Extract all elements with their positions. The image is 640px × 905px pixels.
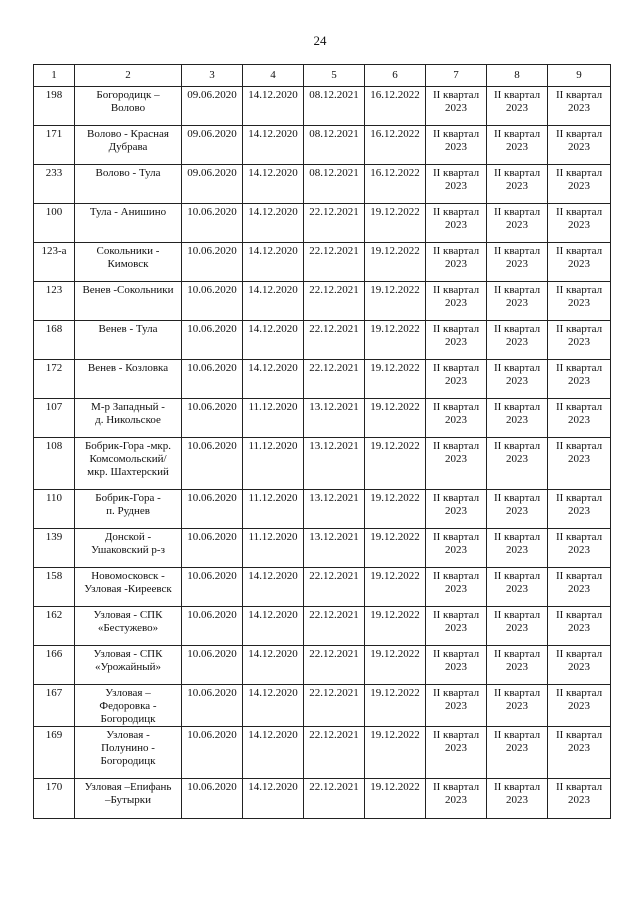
table-body [34, 87, 611, 819]
date-col-5-cell: 22.12.2021 [304, 360, 365, 399]
quarter-col-8-cell: II квартал 2023 [487, 321, 548, 360]
quarter-col-7-cell: II квартал 2023 [426, 438, 487, 490]
date-col-4-cell: 14.12.2020 [243, 685, 304, 727]
date-col-3-cell: 10.06.2020 [182, 243, 243, 282]
date-col-6-cell: 19.12.2022 [365, 779, 426, 819]
date-col-5-cell: 13.12.2021 [304, 490, 365, 529]
date-col-4-cell: 11.12.2020 [243, 399, 304, 438]
quarter-col-7-cell: II квартал 2023 [426, 646, 487, 685]
date-col-5-cell: 22.12.2021 [304, 282, 365, 321]
route-name-cell: Новомосковск - Узловая -Киреевск [75, 568, 182, 607]
header-cell: 4 [243, 65, 304, 87]
date-col-4-cell: 14.12.2020 [243, 727, 304, 779]
date-col-3-cell: 10.06.2020 [182, 529, 243, 568]
route-name-cell: Тула - Анишино [75, 204, 182, 243]
date-col-5-cell: 08.12.2021 [304, 165, 365, 204]
route-number-cell: 233 [34, 165, 75, 204]
route-number-cell: 158 [34, 568, 75, 607]
quarter-col-7-cell: II квартал 2023 [426, 165, 487, 204]
table-row [34, 399, 611, 438]
date-col-4-cell: 14.12.2020 [243, 321, 304, 360]
date-col-5-cell: 22.12.2021 [304, 568, 365, 607]
page-number: 24 [313, 33, 327, 48]
route-name-cell: Венев - Козловка [75, 360, 182, 399]
route-name-cell: Венев -Сокольники [75, 282, 182, 321]
header-cell: 8 [487, 65, 548, 87]
date-col-3-cell: 10.06.2020 [182, 727, 243, 779]
date-col-3-cell: 10.06.2020 [182, 282, 243, 321]
date-col-3-cell: 10.06.2020 [182, 204, 243, 243]
date-col-5-cell: 13.12.2021 [304, 529, 365, 568]
quarter-col-8-cell: II квартал 2023 [487, 126, 548, 165]
date-col-6-cell: 19.12.2022 [365, 360, 426, 399]
date-col-5-cell: 08.12.2021 [304, 87, 365, 126]
route-number-cell: 198 [34, 87, 75, 126]
route-number-cell: 123-а [34, 243, 75, 282]
table-row [34, 607, 611, 646]
date-col-5-cell: 22.12.2021 [304, 646, 365, 685]
quarter-col-8-cell: II квартал 2023 [487, 568, 548, 607]
date-col-3-cell: 09.06.2020 [182, 165, 243, 204]
route-name-cell: Волово - Тула [75, 165, 182, 204]
header-cell: 9 [548, 65, 611, 87]
quarter-col-7-cell: II квартал 2023 [426, 126, 487, 165]
quarter-col-8-cell: II квартал 2023 [487, 360, 548, 399]
quarter-col-8-cell: II квартал 2023 [487, 685, 548, 727]
quarter-col-8-cell: II квартал 2023 [487, 165, 548, 204]
date-col-5-cell: 22.12.2021 [304, 727, 365, 779]
route-number-cell: 162 [34, 607, 75, 646]
quarter-col-8-cell: II квартал 2023 [487, 779, 548, 819]
route-name-cell: Бобрик-Гора - п. Руднев [75, 490, 182, 529]
table-row [34, 87, 611, 126]
schedule-table [33, 64, 611, 819]
quarter-col-9-cell: II квартал 2023 [548, 282, 611, 321]
date-col-5-cell: 22.12.2021 [304, 204, 365, 243]
date-col-5-cell: 13.12.2021 [304, 399, 365, 438]
quarter-col-9-cell: II квартал 2023 [548, 321, 611, 360]
date-col-6-cell: 19.12.2022 [365, 646, 426, 685]
table-row [34, 360, 611, 399]
date-col-6-cell: 16.12.2022 [365, 165, 426, 204]
quarter-col-7-cell: II квартал 2023 [426, 490, 487, 529]
date-col-4-cell: 14.12.2020 [243, 243, 304, 282]
header-cell: 7 [426, 65, 487, 87]
quarter-col-7-cell: II квартал 2023 [426, 685, 487, 727]
quarter-col-9-cell: II квартал 2023 [548, 87, 611, 126]
route-number-cell: 123 [34, 282, 75, 321]
route-number-cell: 108 [34, 438, 75, 490]
quarter-col-7-cell: II квартал 2023 [426, 282, 487, 321]
route-number-cell: 139 [34, 529, 75, 568]
route-number-cell: 170 [34, 779, 75, 819]
date-col-6-cell: 16.12.2022 [365, 126, 426, 165]
table-row [34, 490, 611, 529]
date-col-4-cell: 14.12.2020 [243, 360, 304, 399]
quarter-col-9-cell: II квартал 2023 [548, 490, 611, 529]
date-col-4-cell: 14.12.2020 [243, 165, 304, 204]
date-col-6-cell: 19.12.2022 [365, 727, 426, 779]
date-col-5-cell: 22.12.2021 [304, 321, 365, 360]
date-col-3-cell: 09.06.2020 [182, 87, 243, 126]
route-name-cell: Узловая – Федоровка - Богородицк [75, 685, 182, 727]
date-col-3-cell: 09.06.2020 [182, 126, 243, 165]
date-col-6-cell: 19.12.2022 [365, 438, 426, 490]
date-col-5-cell: 08.12.2021 [304, 126, 365, 165]
route-number-cell: 169 [34, 727, 75, 779]
header-row [34, 65, 611, 87]
date-col-5-cell: 22.12.2021 [304, 243, 365, 282]
date-col-4-cell: 14.12.2020 [243, 646, 304, 685]
date-col-6-cell: 19.12.2022 [365, 568, 426, 607]
date-col-6-cell: 19.12.2022 [365, 399, 426, 438]
quarter-col-8-cell: II квартал 2023 [487, 607, 548, 646]
route-number-cell: 100 [34, 204, 75, 243]
table-row [34, 126, 611, 165]
table-header [34, 65, 611, 87]
route-name-cell: Узловая - СПК «Урожайный» [75, 646, 182, 685]
route-name-cell: Узловая - Полунино - Богородицк [75, 727, 182, 779]
table-row [34, 685, 611, 727]
route-number-cell: 166 [34, 646, 75, 685]
quarter-col-9-cell: II квартал 2023 [548, 646, 611, 685]
quarter-col-9-cell: II квартал 2023 [548, 529, 611, 568]
date-col-3-cell: 10.06.2020 [182, 646, 243, 685]
date-col-5-cell: 22.12.2021 [304, 779, 365, 819]
quarter-col-7-cell: II квартал 2023 [426, 727, 487, 779]
date-col-5-cell: 13.12.2021 [304, 438, 365, 490]
route-number-cell: 110 [34, 490, 75, 529]
header-cell: 1 [34, 65, 75, 87]
quarter-col-9-cell: II квартал 2023 [548, 438, 611, 490]
date-col-6-cell: 19.12.2022 [365, 204, 426, 243]
date-col-6-cell: 19.12.2022 [365, 529, 426, 568]
quarter-col-8-cell: II квартал 2023 [487, 87, 548, 126]
quarter-col-9-cell: II квартал 2023 [548, 126, 611, 165]
quarter-col-7-cell: II квартал 2023 [426, 568, 487, 607]
quarter-col-9-cell: II квартал 2023 [548, 243, 611, 282]
table-row [34, 243, 611, 282]
date-col-3-cell: 10.06.2020 [182, 399, 243, 438]
quarter-col-9-cell: II квартал 2023 [548, 568, 611, 607]
quarter-col-9-cell: II квартал 2023 [548, 727, 611, 779]
quarter-col-7-cell: II квартал 2023 [426, 321, 487, 360]
date-col-3-cell: 10.06.2020 [182, 779, 243, 819]
quarter-col-9-cell: II квартал 2023 [548, 685, 611, 727]
quarter-col-9-cell: II квартал 2023 [548, 360, 611, 399]
route-name-cell: Венев - Тула [75, 321, 182, 360]
date-col-3-cell: 10.06.2020 [182, 360, 243, 399]
route-name-cell: Богородицк – Волово [75, 87, 182, 126]
header-cell: 2 [75, 65, 182, 87]
quarter-col-8-cell: II квартал 2023 [487, 399, 548, 438]
quarter-col-9-cell: II квартал 2023 [548, 204, 611, 243]
table-row [34, 438, 611, 490]
table-row [34, 779, 611, 819]
table-row [34, 165, 611, 204]
quarter-col-8-cell: II квартал 2023 [487, 646, 548, 685]
date-col-6-cell: 19.12.2022 [365, 685, 426, 727]
quarter-col-7-cell: II квартал 2023 [426, 87, 487, 126]
quarter-col-7-cell: II квартал 2023 [426, 607, 487, 646]
table-row [34, 282, 611, 321]
date-col-3-cell: 10.06.2020 [182, 490, 243, 529]
table-row [34, 727, 611, 779]
route-number-cell: 168 [34, 321, 75, 360]
header-cell: 5 [304, 65, 365, 87]
header-cell: 6 [365, 65, 426, 87]
date-col-6-cell: 19.12.2022 [365, 243, 426, 282]
route-name-cell: Волово - Красная Дубрава [75, 126, 182, 165]
date-col-3-cell: 10.06.2020 [182, 321, 243, 360]
table-row [34, 568, 611, 607]
quarter-col-8-cell: II квартал 2023 [487, 490, 548, 529]
table-row [34, 204, 611, 243]
date-col-5-cell: 22.12.2021 [304, 607, 365, 646]
route-number-cell: 172 [34, 360, 75, 399]
date-col-4-cell: 11.12.2020 [243, 529, 304, 568]
quarter-col-8-cell: II квартал 2023 [487, 282, 548, 321]
date-col-4-cell: 11.12.2020 [243, 490, 304, 529]
quarter-col-7-cell: II квартал 2023 [426, 204, 487, 243]
quarter-col-7-cell: II квартал 2023 [426, 399, 487, 438]
date-col-4-cell: 14.12.2020 [243, 126, 304, 165]
quarter-col-9-cell: II квартал 2023 [548, 779, 611, 819]
quarter-col-8-cell: II квартал 2023 [487, 727, 548, 779]
route-name-cell: Узловая –Епифань –Бутырки [75, 779, 182, 819]
date-col-3-cell: 10.06.2020 [182, 685, 243, 727]
quarter-col-8-cell: II квартал 2023 [487, 529, 548, 568]
quarter-col-9-cell: II квартал 2023 [548, 165, 611, 204]
date-col-6-cell: 19.12.2022 [365, 490, 426, 529]
date-col-3-cell: 10.06.2020 [182, 568, 243, 607]
date-col-4-cell: 11.12.2020 [243, 438, 304, 490]
date-col-4-cell: 14.12.2020 [243, 779, 304, 819]
route-name-cell: Узловая - СПК «Бестужево» [75, 607, 182, 646]
table-row [34, 529, 611, 568]
quarter-col-8-cell: II квартал 2023 [487, 243, 548, 282]
quarter-col-7-cell: II квартал 2023 [426, 529, 487, 568]
date-col-3-cell: 10.06.2020 [182, 438, 243, 490]
quarter-col-9-cell: II квартал 2023 [548, 607, 611, 646]
quarter-col-7-cell: II квартал 2023 [426, 243, 487, 282]
date-col-6-cell: 19.12.2022 [365, 321, 426, 360]
date-col-6-cell: 19.12.2022 [365, 607, 426, 646]
date-col-4-cell: 14.12.2020 [243, 568, 304, 607]
route-name-cell: Сокольники - Кимовск [75, 243, 182, 282]
route-name-cell: Донской - Ушаковский р-з [75, 529, 182, 568]
header-cell: 3 [182, 65, 243, 87]
route-number-cell: 171 [34, 126, 75, 165]
quarter-col-9-cell: II квартал 2023 [548, 399, 611, 438]
date-col-4-cell: 14.12.2020 [243, 282, 304, 321]
date-col-4-cell: 14.12.2020 [243, 204, 304, 243]
route-name-cell: М-р Западный - д. Никольское [75, 399, 182, 438]
date-col-6-cell: 16.12.2022 [365, 87, 426, 126]
route-number-cell: 107 [34, 399, 75, 438]
date-col-4-cell: 14.12.2020 [243, 87, 304, 126]
quarter-col-7-cell: II квартал 2023 [426, 779, 487, 819]
quarter-col-8-cell: II квартал 2023 [487, 438, 548, 490]
quarter-col-8-cell: II квартал 2023 [487, 204, 548, 243]
quarter-col-7-cell: II квартал 2023 [426, 360, 487, 399]
table-row [34, 321, 611, 360]
route-number-cell: 167 [34, 685, 75, 727]
table-row [34, 646, 611, 685]
date-col-6-cell: 19.12.2022 [365, 282, 426, 321]
route-name-cell: Бобрик-Гора -мкр. Комсомольский/ мкр. Шахтерский [75, 438, 182, 490]
date-col-5-cell: 22.12.2021 [304, 685, 365, 727]
date-col-4-cell: 14.12.2020 [243, 607, 304, 646]
date-col-3-cell: 10.06.2020 [182, 607, 243, 646]
